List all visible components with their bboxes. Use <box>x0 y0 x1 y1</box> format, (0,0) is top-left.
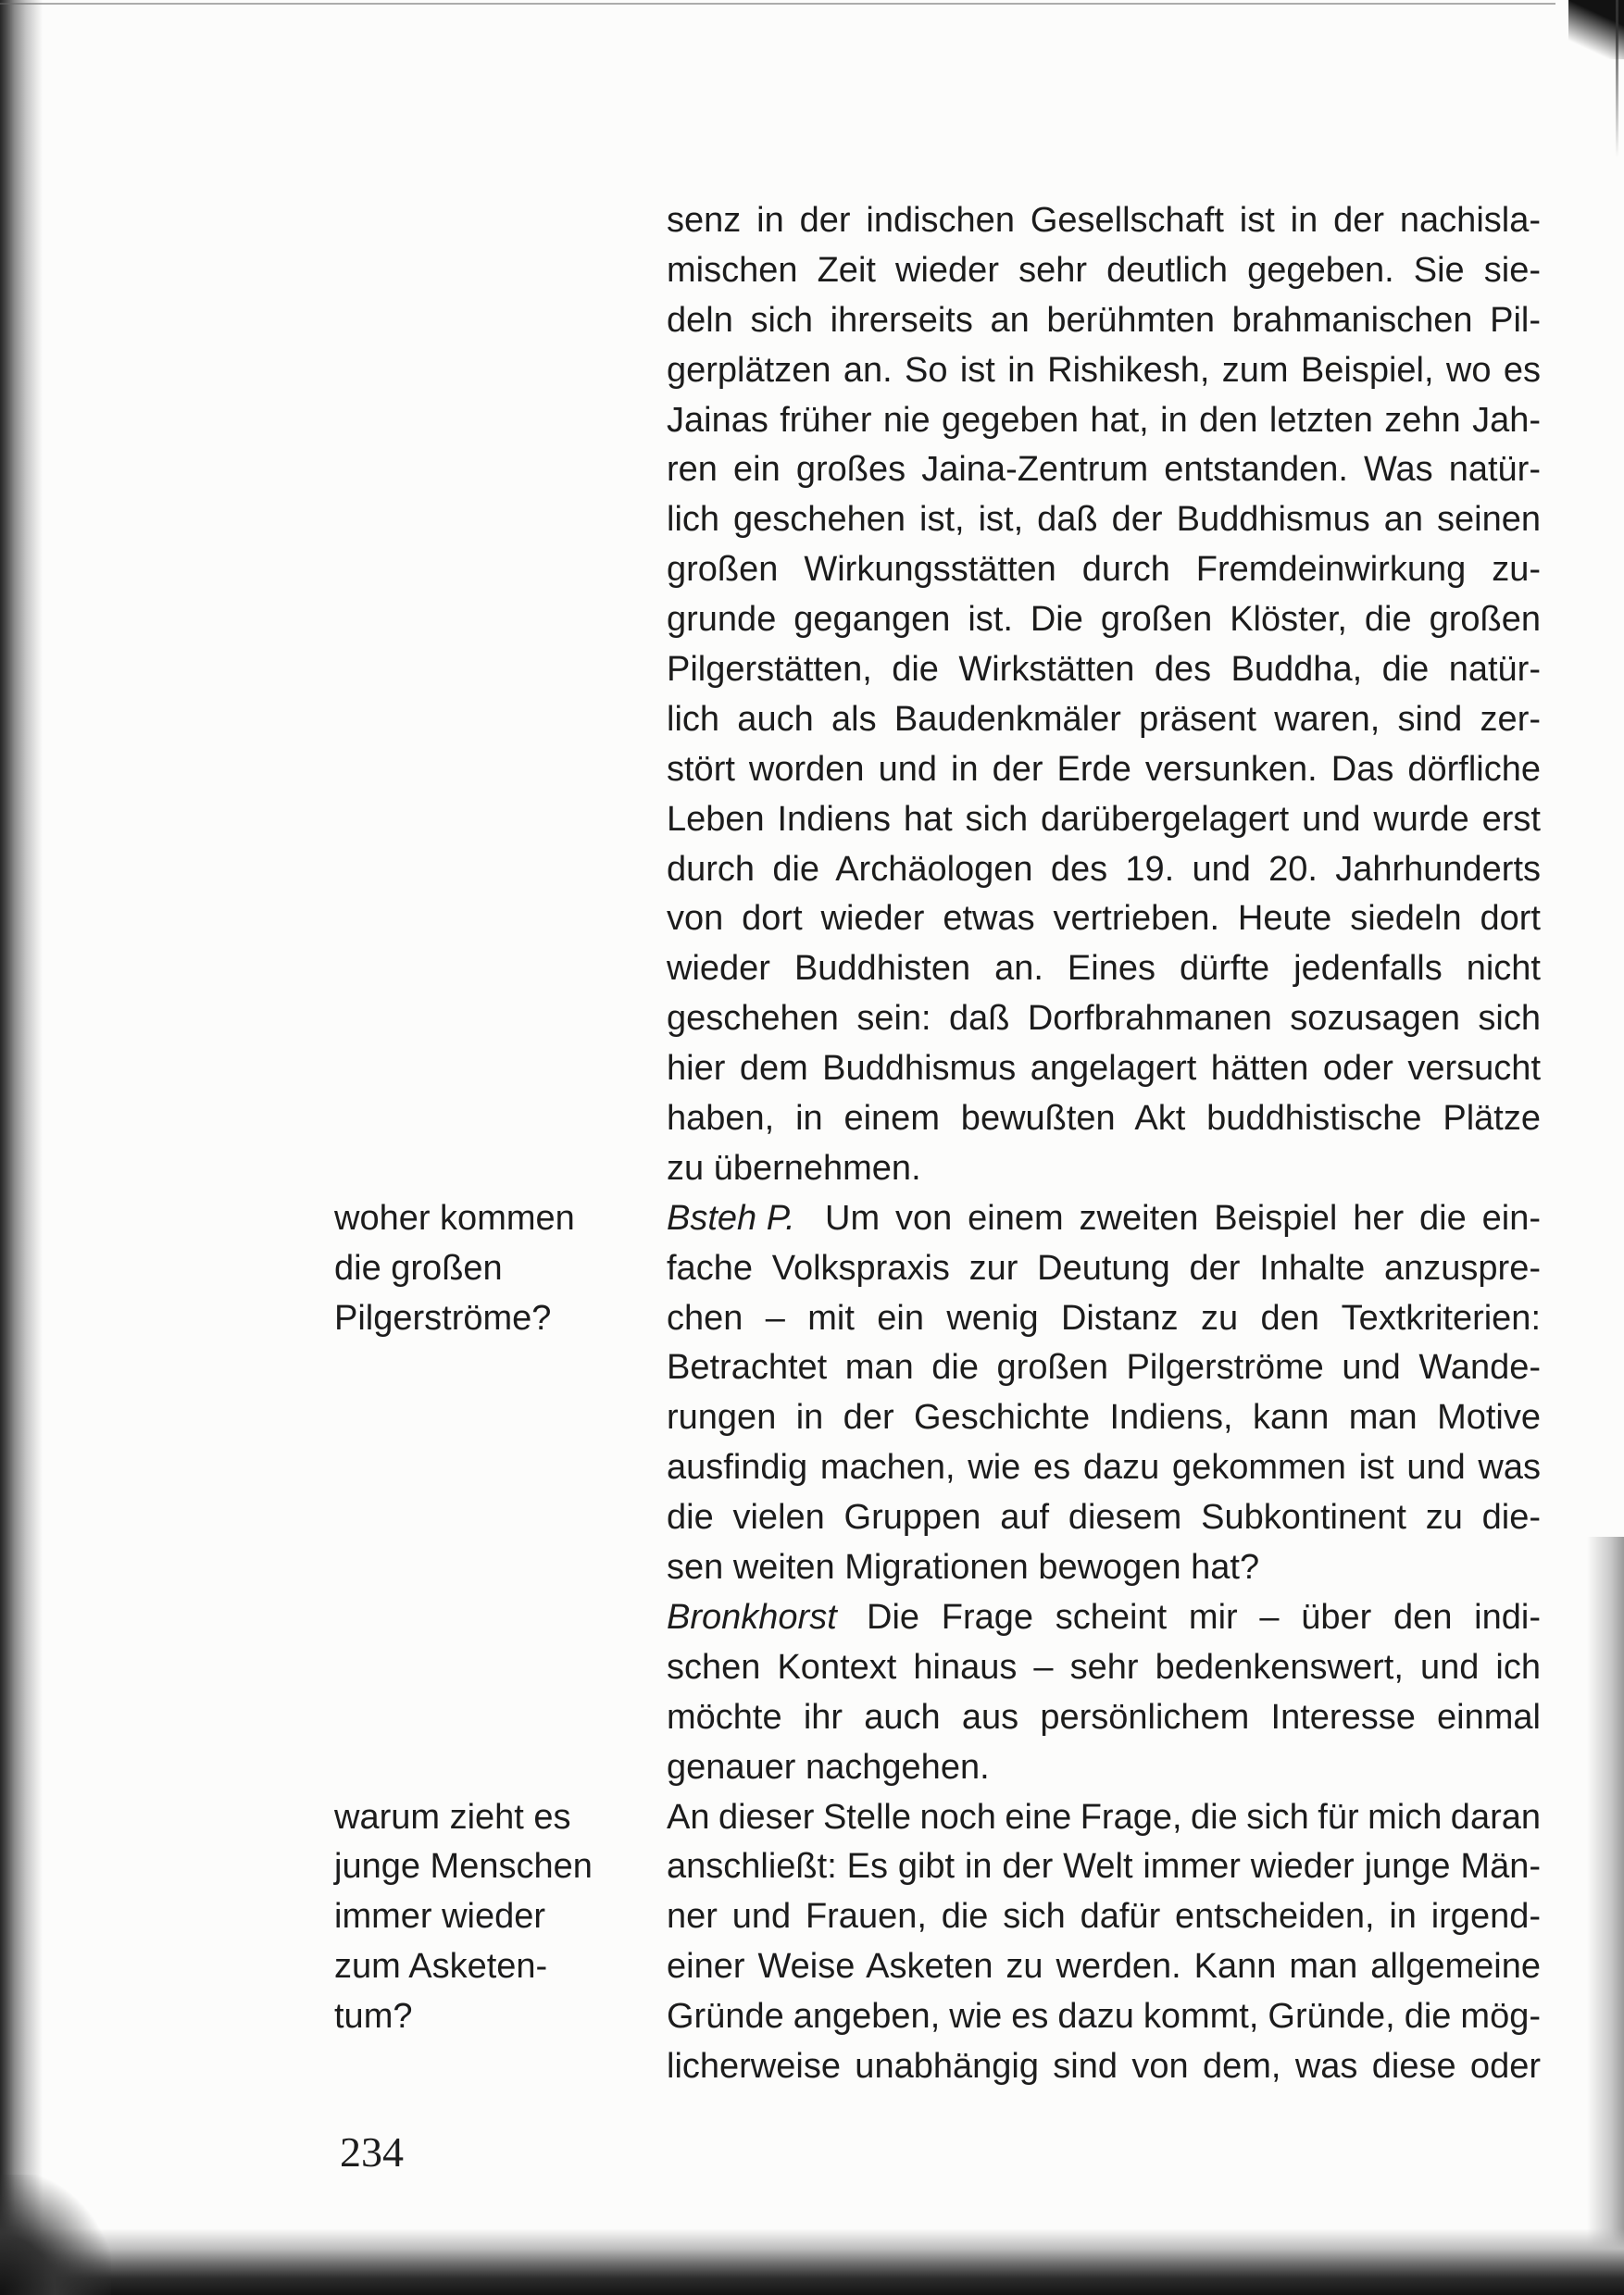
line-text: zu übernehmen. <box>667 1148 921 1188</box>
top-edge-line <box>0 3 1555 5</box>
text-line <box>667 495 1541 545</box>
line-text: Pilgerstätten, die Wirkstätten des Buddha, die natür- <box>667 650 1541 690</box>
line-text: großen Wirkungsstätten durch Fremdeinwirkung zu- <box>667 550 1541 590</box>
text-line-content <box>667 2042 1541 2092</box>
text-line <box>667 396 1541 446</box>
paragraph <box>334 1194 1541 1593</box>
text-line-content <box>667 1044 1541 1094</box>
text-line <box>667 894 1541 944</box>
text-line-content <box>667 1543 1259 1593</box>
text-line <box>667 445 1541 495</box>
line-text: einer Weise Asketen zu werden. Kann man allgemeine <box>667 1947 1541 1987</box>
text-line <box>667 1793 1541 1843</box>
text-line-content <box>667 1842 1541 1892</box>
line-text: Leben Indiens hat sich darübergelagert und wurde erst <box>667 799 1541 839</box>
text-line-content <box>667 1144 921 1194</box>
bottom-left-corner-shadow <box>0 2175 111 2295</box>
text-line <box>667 1593 1541 1643</box>
line-text: hier dem Buddhismus angelagert hätten oder versucht <box>667 1049 1541 1089</box>
text-line-content <box>667 994 1541 1044</box>
bottom-edge-shadow <box>0 2228 1624 2295</box>
text-line <box>667 1343 1541 1393</box>
line-text: Um von einem zweiten Beispiel her die ein- <box>825 1198 1541 1238</box>
text-line-content <box>667 1593 1541 1643</box>
line-text: von dort wieder etwas vertrieben. Heute siedeln dort <box>667 899 1541 939</box>
text-line <box>667 645 1541 695</box>
text-line <box>667 795 1541 845</box>
text-line <box>667 1892 1541 1942</box>
text-line-content <box>667 595 1541 645</box>
text-line-content <box>667 196 1541 246</box>
text-line <box>667 1044 1541 1094</box>
margin-note <box>334 1194 640 1344</box>
text-line <box>667 1543 1541 1593</box>
text-line-content <box>667 645 1541 695</box>
margin-note-line: die großen <box>334 1248 503 1288</box>
text-line <box>667 745 1541 795</box>
text-line-content <box>667 795 1541 845</box>
text-line <box>667 1393 1541 1443</box>
paragraph <box>334 1793 1541 2092</box>
paragraph <box>667 196 1541 1194</box>
right-edge-shadow <box>1587 1537 1624 2295</box>
text-line-content <box>667 1244 1541 1294</box>
margin-note-line: tum? <box>334 1997 413 2037</box>
text-line <box>667 944 1541 994</box>
line-text: wieder Buddhisten an. Eines dürfte jedenfalls nicht <box>667 949 1541 989</box>
text-line-content <box>667 1393 1541 1443</box>
text-line-content <box>667 1294 1541 1344</box>
text-line <box>667 845 1541 895</box>
text-line-content <box>667 1443 1541 1493</box>
text-line <box>667 1693 1541 1743</box>
text-line <box>667 1194 1541 1244</box>
text-line <box>667 1743 1541 1793</box>
text-line <box>667 1443 1541 1493</box>
line-text: mischen Zeit wieder sehr deutlich gegeben. Sie sie- <box>667 250 1541 290</box>
text-line <box>667 1244 1541 1294</box>
speaker-name: Bronkhorst <box>667 1597 837 1637</box>
line-text: grunde gegangen ist. Die großen Klöster, die großen <box>667 600 1541 640</box>
text-line <box>667 994 1541 1044</box>
text-line-content <box>667 1493 1541 1543</box>
text-line <box>667 1493 1541 1543</box>
text-line <box>667 1842 1541 1892</box>
text-line <box>667 1094 1541 1144</box>
line-text: ausfindig machen, wie es dazu gekommen ist und was <box>667 1448 1541 1488</box>
line-text: lich geschehen ist, ist, daß der Buddhismus an seinen <box>667 500 1541 540</box>
margin-note-line: zum Asketen- <box>334 1947 548 1987</box>
line-text: Gründe angeben, wie es dazu kommt, Gründe, die mög- <box>667 1997 1541 2037</box>
text-line-content <box>667 1793 1541 1843</box>
line-text: An dieser Stelle noch eine Frage, die sich für mich daran <box>667 1797 1541 1837</box>
line-text: ren ein großes Jaina-Zentrum entstanden. Was natür- <box>667 450 1541 490</box>
text-line <box>667 545 1541 595</box>
page-number: 234 <box>340 2128 404 2176</box>
line-text: geschehen sein: daß Dorfbrahmanen sozusagen sich <box>667 999 1541 1039</box>
text-line-content <box>667 745 1541 795</box>
margin-note-line: warum zieht es <box>334 1797 571 1837</box>
text-line <box>667 695 1541 745</box>
line-text: senz in der indischen Gesellschaft ist in der nachisla- <box>667 201 1541 240</box>
line-text: durch die Archäologen des 19. und 20. Jahrhunderts <box>667 849 1541 889</box>
text-line <box>667 1294 1541 1344</box>
text-line <box>667 1144 1541 1194</box>
text-line-content <box>667 1693 1541 1743</box>
text-line-content <box>667 1194 1541 1244</box>
margin-note <box>334 1793 640 2042</box>
text-line <box>667 346 1541 396</box>
paragraph <box>667 1593 1541 1793</box>
text-line-content <box>667 1094 1541 1144</box>
line-text: fache Volkspraxis zur Deutung der Inhalte anzuspre- <box>667 1248 1541 1288</box>
line-text: gerplätzen an. So ist in Rishikesh, zum Beispiel, wo es <box>667 350 1541 390</box>
text-line <box>667 296 1541 346</box>
line-text: haben, in einem bewußten Akt buddhistische Plätze <box>667 1099 1541 1139</box>
text-line-content <box>667 396 1541 446</box>
line-text: deln sich ihrerseits an berühmten brahmanischen Pil- <box>667 300 1541 340</box>
text-line-content <box>667 845 1541 895</box>
text-line-content <box>667 894 1541 944</box>
margin-note-line: junge Menschen <box>334 1847 593 1887</box>
text-line <box>667 2042 1541 2092</box>
line-text: rungen in der Geschichte Indiens, kann man Motive <box>667 1398 1541 1438</box>
line-text: licherweise unabhängig sind von dem, was diese oder <box>667 2046 1541 2086</box>
line-text: schen Kontext hinaus – sehr bedenkenswert, und ich <box>667 1647 1541 1687</box>
speaker-name: Bsteh P. <box>667 1198 795 1238</box>
text-line <box>667 1942 1541 1992</box>
line-text: anschließt: Es gibt in der Welt immer wieder junge Män- <box>667 1847 1541 1887</box>
text-line-content <box>667 1892 1541 1942</box>
text-line <box>667 196 1541 246</box>
gutter-shadow <box>0 0 43 2295</box>
right-edge-line <box>1616 0 1618 157</box>
text-line-content <box>667 445 1541 495</box>
text-line-content <box>667 296 1541 346</box>
line-text: Jainas früher nie gegeben hat, in den letzten zehn Jah- <box>667 400 1541 440</box>
margin-note-line: Pilgerströme? <box>334 1298 552 1338</box>
main-text-column <box>334 196 1541 2092</box>
text-line-content <box>667 545 1541 595</box>
margin-note-line: woher kommen <box>334 1198 575 1238</box>
text-line <box>667 1992 1541 2042</box>
line-text: lich auch als Baudenkmäler präsent waren, sind zer- <box>667 699 1541 739</box>
line-text: genauer nachgehen. <box>667 1747 990 1787</box>
text-line-content <box>667 1992 1541 2042</box>
text-line <box>667 1643 1541 1693</box>
text-line-content <box>667 1643 1541 1693</box>
text-line-content <box>667 1942 1541 1992</box>
line-text: sen weiten Migrationen bewogen hat? <box>667 1548 1260 1588</box>
text-line-content <box>667 246 1541 296</box>
line-text: möchte ihr auch aus persönlichem Interesse einmal <box>667 1697 1541 1737</box>
text-line-content <box>667 346 1541 396</box>
text-line-content <box>667 1743 990 1793</box>
line-text: die vielen Gruppen auf diesem Subkontinent zu die- <box>667 1498 1541 1538</box>
line-text: stört worden und in der Erde versunken. Das dörfliche <box>667 749 1541 789</box>
text-line-content <box>667 695 1541 745</box>
text-line <box>667 595 1541 645</box>
text-line-content <box>667 1343 1541 1393</box>
line-text: chen – mit ein wenig Distanz zu den Textkriterien: <box>667 1298 1541 1338</box>
line-text: ner und Frauen, die sich dafür entscheiden, in irgend- <box>667 1897 1541 1937</box>
text-line <box>667 246 1541 296</box>
text-line-content <box>667 944 1541 994</box>
line-text: Betrachtet man die großen Pilgerströme und Wande- <box>667 1348 1541 1388</box>
line-text: Die Frage scheint mir – über den indi- <box>867 1597 1541 1637</box>
text-line-content <box>667 495 1541 545</box>
margin-note-line: immer wieder <box>334 1897 546 1937</box>
